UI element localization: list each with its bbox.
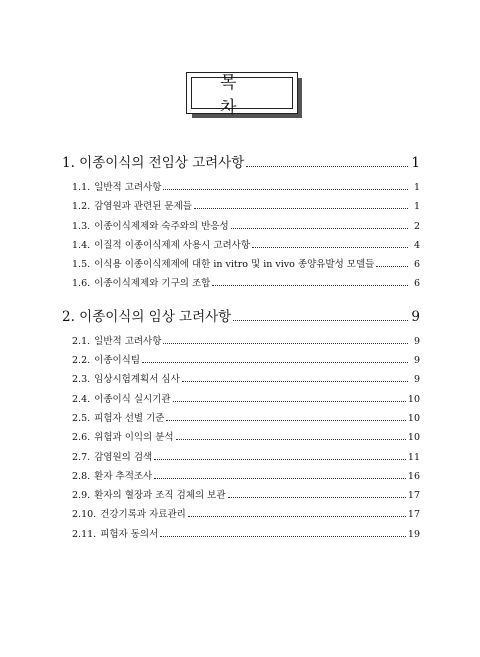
subsection-label [72,178,161,197]
page-number: 9 [411,308,420,325]
toc-subsection-entry[interactable] [62,428,420,447]
toc-section [62,304,420,544]
toc-subsection-entry[interactable] [62,178,420,197]
subsection-number: 2.6. [72,432,91,444]
toc-subsection-entry[interactable] [62,274,420,293]
dot-leader [231,222,408,228]
chapter-title: 1. 이종이식의 전임상 고려사항 [62,155,245,171]
chapter-title: 2. 이종이식의 임상 고려사항 [62,308,232,325]
subsection-title: 위험과 이익의 분석 [94,432,174,444]
page-number: 1 [413,182,420,193]
subsection-label [72,274,210,293]
subsection-title: 이종이식제제와 기구의 조합 [94,278,211,290]
toc-subsection-entry[interactable] [62,448,420,467]
page-number: 2 [413,220,420,232]
subsection-title: 임상시험계획서 심사 [94,374,180,386]
page-number: 6 [413,278,420,290]
toc-subsection-entry[interactable] [62,525,420,544]
dot-leader [233,312,408,320]
subsection-number: 2.5. [72,412,91,424]
toc-subsection-entry[interactable] [62,390,420,409]
dot-leader [176,434,406,440]
page-number: 17 [407,509,420,521]
dot-leader [163,338,408,344]
toc-subsection-entry[interactable] [62,486,420,505]
toc-title-box [186,72,298,118]
subsection-title: 감염원과 관련된 문제들 [94,201,192,213]
toc-subsection-entry[interactable] [62,197,420,216]
dot-leader [154,473,406,479]
dot-leader [188,511,406,517]
subsection-label [72,390,171,409]
page-number: 10 [407,412,420,424]
subsection-label [72,409,164,428]
dot-leader [212,280,408,286]
dot-leader [228,492,406,498]
subsection-label [72,505,186,524]
dot-leader [142,357,408,363]
dot-leader [182,376,408,382]
subsection-label [72,467,152,486]
subsection-number: 1.2. [72,201,91,213]
subsection-label [72,197,192,216]
toc-subsection-entry[interactable] [62,505,420,524]
toc-subsection-entry[interactable] [62,409,420,428]
subsection-number: 2.3. [72,374,91,386]
subsection-title: 피험자 선별 기준 [94,412,165,424]
subsection-number: 2.2. [72,355,91,367]
dot-leader [173,395,406,401]
subsection-number: 1.1. [72,182,91,193]
toc-subsection-entry[interactable] [62,217,420,236]
toc-title: 목 차 [191,77,293,109]
toc-subsection-entry[interactable] [62,236,420,255]
subsection-number: 2.4. [72,393,91,405]
toc-chapter-entry[interactable] [62,304,420,330]
page-number: 6 [413,259,420,271]
dot-leader [160,531,406,537]
subsection-number: 2.11. [72,528,97,540]
subsection-label [72,332,161,351]
subsection-label [72,428,174,447]
page-number: 1 [413,201,420,213]
toc-subsection-entry[interactable] [62,467,420,486]
toc-subsection-entry[interactable] [62,370,420,389]
subsection-title: 이질적 이종이식제제 사용시 고려사항 [94,239,251,251]
page-number: 1 [411,155,420,171]
dot-leader [166,415,405,421]
page-number: 17 [407,490,420,502]
subsection-label [72,486,226,505]
subsection-label [72,525,158,544]
subsection-label [72,448,152,467]
subsection-number: 2.8. [72,470,91,482]
page-number: 11 [407,451,420,463]
subsection-title: 이종이식제제와 숙주와의 반응성 [94,220,229,232]
subsection-number: 1.4. [72,239,91,251]
subsection-title: 이식용 이종이식제제에 대한 in vitro 및 in vivo 종양유발성 모델들 [94,259,375,271]
page-number: 10 [407,432,420,444]
subsection-label [72,351,140,370]
subsection-number: 2.1. [72,335,91,347]
table-of-contents [62,150,420,554]
subsection-number: 2.9. [72,490,91,502]
subsection-title: 환자의 혈장과 조직 검체의 보관 [94,490,226,502]
subsection-title: 이종이식 실시기관 [94,393,171,405]
subsection-label [72,370,180,389]
subsection-title: 피험자 동의서 [100,528,159,540]
subsection-title: 감염원의 검색 [94,451,153,463]
subsection-title: 이종이식팀 [94,355,141,367]
dot-leader [376,261,408,267]
toc-chapter-entry[interactable] [62,150,420,176]
toc-subsection-entry[interactable] [62,351,420,370]
subsection-number: 1.5. [72,259,91,271]
toc-section [62,150,420,294]
subsection-label [72,255,374,274]
page-number: 9 [413,374,420,386]
subsection-title: 일반적 고려사항 [94,335,162,347]
page-number: 16 [407,470,420,482]
page-number: 4 [413,239,420,251]
dot-leader [163,184,408,190]
toc-subsection-entry[interactable] [62,332,420,351]
subsection-number: 2.7. [72,451,91,463]
subsection-label [72,236,250,255]
subsection-title: 일반적 고려사항 [94,182,162,193]
dot-leader [194,203,408,209]
page-number: 9 [413,335,420,347]
subsection-number: 2.10. [72,509,97,521]
dot-leader [252,242,408,248]
toc-subsection-entry[interactable] [62,255,420,274]
subsection-number: 1.3. [72,220,91,232]
subsection-title: 환자 추적조사 [94,470,153,482]
page-number: 10 [407,393,420,405]
subsection-title: 건강기록과 자료관리 [100,509,186,521]
page-number: 19 [407,528,420,540]
dot-leader [154,453,406,459]
subsection-label [72,217,229,236]
dot-leader [246,159,408,167]
subsection-number: 1.6. [72,278,91,290]
page-number: 9 [413,355,420,367]
